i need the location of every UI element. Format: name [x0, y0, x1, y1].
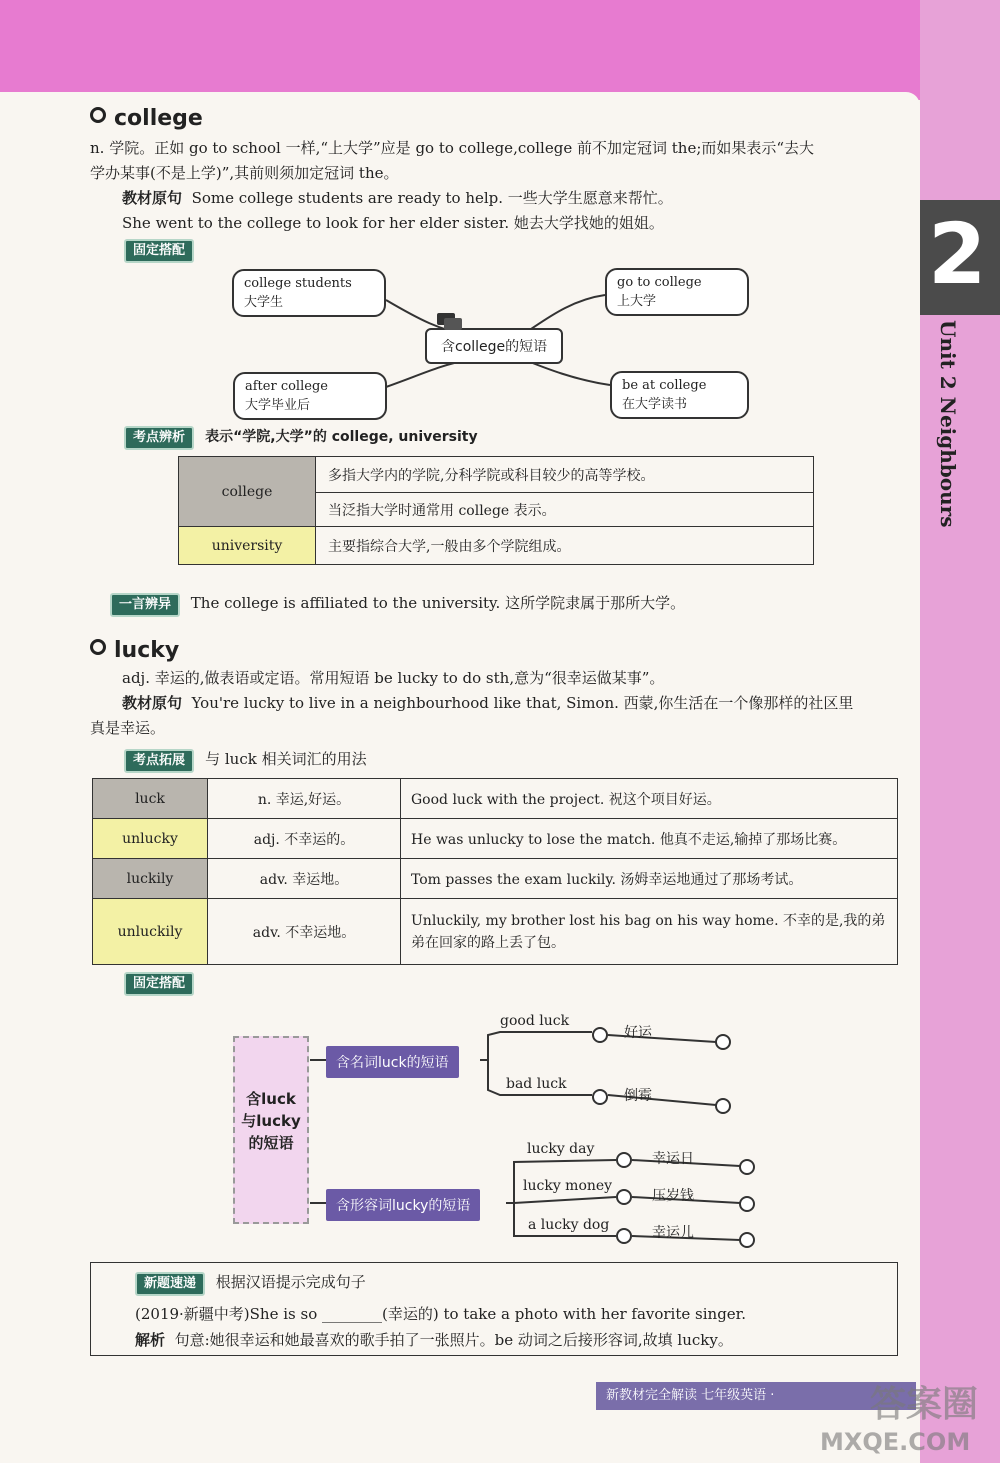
watermark-logo: 答案圈	[870, 1384, 979, 1425]
extension-title: 与 luck 相关词汇的用法	[205, 750, 367, 768]
table-cell: He was unlucky to lose the match. 他真不走运,输掉了那场比赛。	[401, 819, 898, 859]
tree-leaf-en: lucky money	[523, 1178, 613, 1194]
college-definition: n. 学院。正如 go to school 一样,“上大学”应是 go to college,college 前不加定冠词 the;而如果表示“去大 学办某事(不是上学)”,其前则须加定冠词 the。 教材原句 Some college students are ready to help. 一些大学生愿意来帮忙。 She went to the college to look for her elder sister. 她去大学找她的姐姐。	[90, 136, 910, 236]
table-cell: adv. 不幸运地。	[208, 899, 401, 965]
exercise-answer: 解析 句意:她很幸运和她最喜欢的歌手拍了一张照片。be 动词之后接形容词,故填 lucky。	[135, 1331, 733, 1349]
tree-root: 含luck 与lucky 的短语	[233, 1036, 309, 1224]
table-cell: 多指大学内的学院,分科学院或科目较少的高等学校。	[316, 457, 814, 493]
college-heading: college	[90, 106, 203, 131]
table-word: unlucky	[93, 819, 208, 859]
table-word: luckily	[93, 859, 208, 899]
watermark-url: MXQE.COM	[820, 1428, 971, 1456]
footer-bar: 新教材完全解读 七年级英语 ·	[596, 1382, 916, 1410]
table-word: unluckily	[93, 899, 208, 965]
lucky-heading: lucky	[90, 638, 179, 663]
table-cell: n. 幸运,好运。	[208, 779, 401, 819]
unit-number: 2	[928, 205, 987, 303]
mindmap-node: go to college 上大学	[605, 268, 749, 316]
analysis-tag: 考点辨析	[124, 426, 194, 450]
table-word: luck	[93, 779, 208, 819]
lucky-definition: adj. 幸运的,做表语或定语。常用短语 be lucky to do sth,意为“很幸运做某事”。 教材原句 You're lucky to live in a neighbourhood like that, Simon. 西蒙,你生活在一个像那样的社区里 真是幸运。	[90, 669, 854, 737]
tree-leaf-en: a lucky dog	[528, 1217, 610, 1233]
tree-leaf-en: good luck	[500, 1013, 570, 1029]
phrase-tag: 固定搭配	[124, 972, 194, 996]
exercise-box	[90, 1262, 898, 1356]
phrase-tag: 固定搭配	[124, 239, 194, 263]
college-original-sentence: 教材原句 Some college students are ready to help. 一些大学生愿意来帮忙。	[122, 189, 673, 207]
extension-tag: 考点拓展	[124, 749, 194, 773]
exercise-tag: 新题速递	[135, 1272, 205, 1296]
mindmap-node: college students 大学生	[232, 269, 386, 317]
unit-label: Unit 2 Neighbours	[936, 320, 960, 528]
tree-leaf-zh: 幸运日	[652, 1151, 694, 1167]
table-cell: 当泛指大学时通常用 college 表示。	[316, 493, 814, 527]
tree-leaf-en: lucky day	[527, 1141, 595, 1157]
exercise-question: (2019·新疆中考)She is so ________(幸运的) to take a photo with her favorite singer.	[135, 1305, 746, 1323]
table-cell: adv. 幸运地。	[208, 859, 401, 899]
table-cell: adj. 不幸运的。	[208, 819, 401, 859]
one-line-text: The college is affiliated to the university. 这所学院隶属于那所大学。	[190, 594, 686, 612]
mindmap-node: be at college 在大学读书	[610, 371, 749, 419]
tree-leaf-zh: 倒霉	[624, 1088, 652, 1104]
table-cell: Tom passes the exam luckily. 汤姆幸运地通过了那场考试。	[401, 859, 898, 899]
table-cell: 主要指综合大学,一般由多个学院组成。	[316, 527, 814, 565]
table-word: college	[179, 457, 316, 527]
tree-leaf-zh: 好运	[624, 1025, 652, 1041]
tree-leaf-zh: 压岁钱	[652, 1188, 694, 1204]
exercise-title: 根据汉语提示完成句子	[215, 1273, 366, 1291]
tree-leaf-zh: 幸运儿	[652, 1225, 694, 1241]
tree-leaf-en: bad luck	[506, 1076, 567, 1092]
one-line-tag: 一言辨异	[110, 593, 180, 617]
table-word: university	[179, 527, 316, 565]
tree-branch: 含形容词lucky的短语	[326, 1189, 480, 1221]
mindmap-center: 含college的短语	[425, 328, 563, 364]
table-cell: Unluckily, my brother lost his bag on his way home. 不幸的是,我的弟弟在回家的路上丢了包。	[401, 899, 898, 965]
table-cell: Good luck with the project. 祝这个项目好运。	[401, 779, 898, 819]
mindmap-node: after college 大学毕业后	[233, 372, 387, 420]
college-example: She went to the college to look for her elder sister. 她去大学找她的姐姐。	[122, 214, 664, 232]
analysis-title: 表示“学院,大学”的 college, university	[205, 429, 478, 445]
tree-branch: 含名词luck的短语	[326, 1046, 459, 1078]
